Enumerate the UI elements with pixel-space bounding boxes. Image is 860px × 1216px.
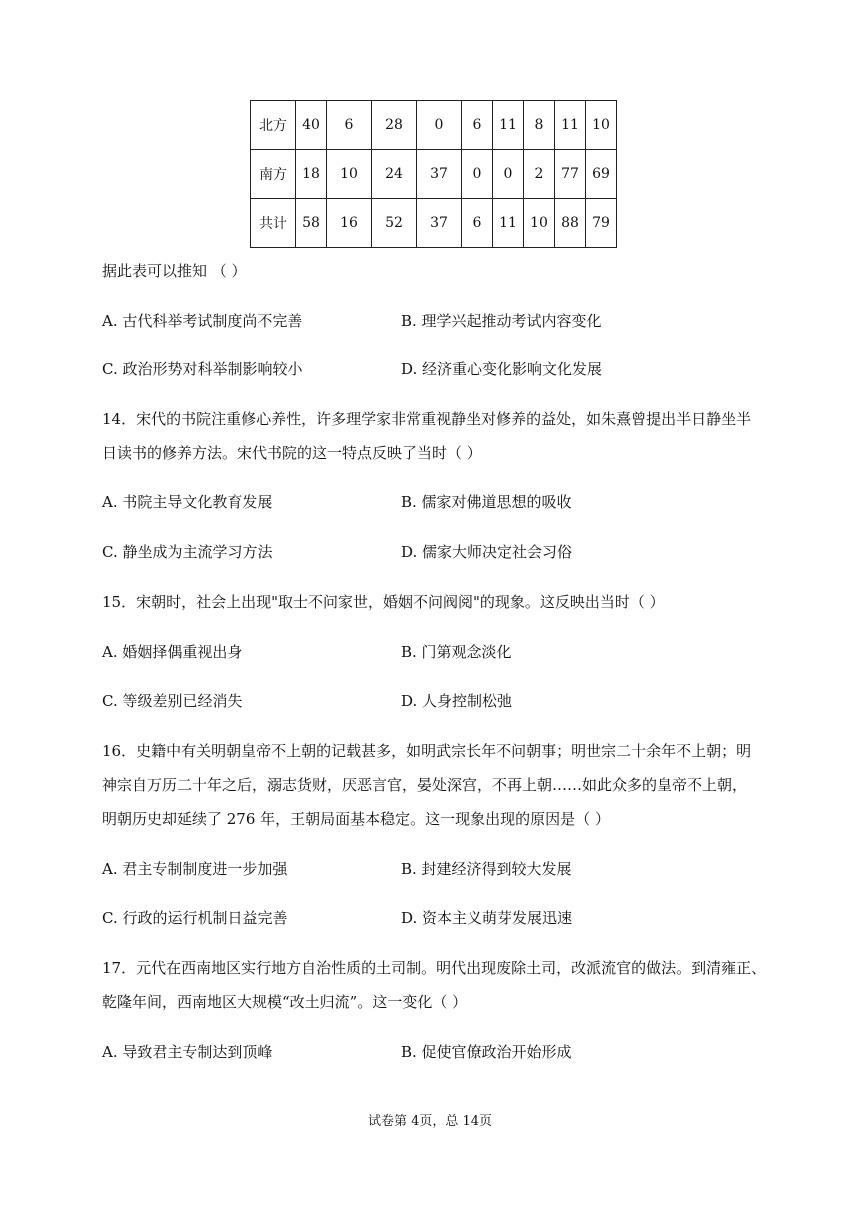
q14-stem-line2: 日读书的修养方法。宋代书院的这一特点反映了当时（ ） [102, 444, 482, 462]
q16-option-a[interactable]: A. 君主专制制度进一步加强 [102, 860, 288, 878]
table-cell: 6 [327, 101, 372, 150]
q13-option-b[interactable]: B. 理学兴起推动考试内容变化 [401, 312, 602, 330]
table-cell: 2 [524, 150, 555, 199]
q16-option-d[interactable]: D. 资本主义萌芽发展迅速 [401, 909, 573, 927]
table-cell: 0 [417, 101, 462, 150]
table-row [251, 150, 617, 199]
q14-option-c[interactable]: C. 静坐成为主流学习方法 [102, 543, 273, 561]
table-row [251, 199, 617, 248]
q16-option-c[interactable]: C. 行政的运行机制日益完善 [102, 909, 288, 927]
table-cell: 37 [417, 150, 462, 199]
q17-option-b[interactable]: B. 促使官僚政治开始形成 [401, 1043, 572, 1061]
q15-option-d[interactable]: D. 人身控制松弛 [401, 692, 513, 710]
table-cell: 11 [493, 101, 524, 150]
q16-stem-line1: 16．史籍中有关明朝皇帝不上朝的记载甚多，如明武宗长年不问朝事；明世宗二十余年不上朝；明 [102, 742, 752, 760]
table-cell: 10 [327, 150, 372, 199]
page-footer: 试卷第 4页，总 14页 [367, 1114, 493, 1129]
q14-option-d[interactable]: D. 儒家大师决定社会习俗 [401, 543, 573, 561]
q14-stem-line1: 14．宋代的书院注重修心养性，许多理学家非常重视静坐对修养的益处，如朱熹曾提出半日静坐半 [102, 410, 752, 428]
q17-stem-line2: 乾隆年间，西南地区大规模“改土归流”。这一变化（ ） [102, 993, 468, 1011]
table-cell: 8 [524, 101, 555, 150]
row-header: 北方 [251, 101, 296, 150]
q13-option-c[interactable]: C. 政治形势对科举制影响较小 [102, 360, 303, 378]
table-cell: 88 [555, 199, 586, 248]
q13-stem: 据此表可以推知 （ ） [102, 262, 247, 280]
q13-option-d[interactable]: D. 经济重心变化影响文化发展 [401, 360, 603, 378]
table-cell: 69 [586, 150, 617, 199]
data-table [250, 100, 617, 248]
q15-stem-line1: 15．宋朝时，社会上出现"取士不问家世，婚姻不问阀阅"的现象。这反映出当时（ ） [102, 593, 665, 611]
table-cell: 0 [493, 150, 524, 199]
q14-option-b[interactable]: B. 儒家对佛道思想的吸收 [401, 493, 572, 511]
q16-stem-line2: 神宗自万历二十年之后，溺志货财，厌恶言官，晏处深宫，不再上朝……如此众多的皇帝不上朝， [102, 776, 748, 794]
table-cell: 40 [296, 101, 327, 150]
table-cell: 37 [417, 199, 462, 248]
table-body [251, 101, 617, 248]
q15-option-b[interactable]: B. 门第观念淡化 [401, 643, 512, 661]
table-cell: 18 [296, 150, 327, 199]
table-cell: 10 [524, 199, 555, 248]
q16-option-b[interactable]: B. 封建经济得到较大发展 [401, 860, 572, 878]
table-cell: 6 [462, 199, 493, 248]
row-header: 共计 [251, 199, 296, 248]
table-cell: 79 [586, 199, 617, 248]
table-cell: 77 [555, 150, 586, 199]
table-cell: 24 [372, 150, 417, 199]
q15-option-a[interactable]: A. 婚姻择偶重视出身 [102, 643, 243, 661]
table-cell: 28 [372, 101, 417, 150]
q15-option-c[interactable]: C. 等级差别已经消失 [102, 692, 243, 710]
q13-option-a[interactable]: A. 古代科举考试制度尚不完善 [102, 312, 303, 330]
q17-stem-line1: 17．元代在西南地区实行地方自治性质的土司制。明代出现废除土司，改派流官的做法。到清雍正、 [102, 959, 767, 977]
table-cell: 52 [372, 199, 417, 248]
q17-option-a[interactable]: A. 导致君主专制达到顶峰 [102, 1043, 273, 1061]
table-cell: 11 [555, 101, 586, 150]
table-cell: 6 [462, 101, 493, 150]
row-header: 南方 [251, 150, 296, 199]
table-cell: 16 [327, 199, 372, 248]
table-cell: 0 [462, 150, 493, 199]
table-cell: 10 [586, 101, 617, 150]
table-cell: 58 [296, 199, 327, 248]
q16-stem-line3: 明朝历史却延续了 276 年，王朝局面基本稳定。这一现象出现的原因是（ ） [102, 810, 610, 828]
table-cell: 11 [493, 199, 524, 248]
q14-option-a[interactable]: A. 书院主导文化教育发展 [102, 493, 273, 511]
table-row [251, 101, 617, 150]
